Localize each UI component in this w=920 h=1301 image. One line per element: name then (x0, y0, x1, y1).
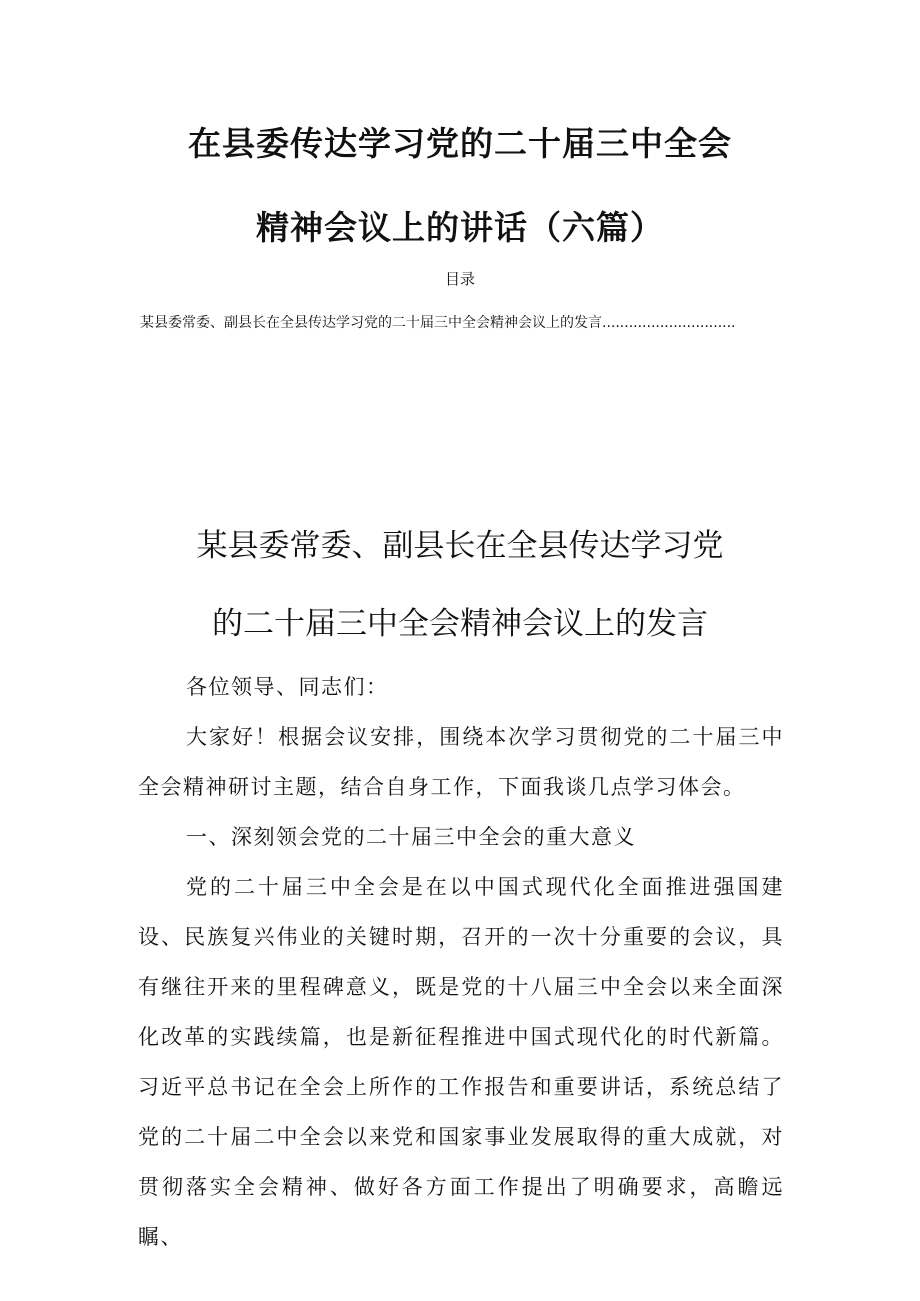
toc-heading: 目录 (444, 270, 475, 288)
section-title-line-2: 的二十届三中全会精神会议上的发言 (212, 606, 708, 642)
paragraph-1: 党的二十届三中全会是在以中国式现代化全面推进强国建设、民族复兴伟业的关键时期，召开的一次十分重要的会议，具有继往开来的里程碑意义，既是党的十八届三中全会以来全面深化改革的实践续篇，也是新征程推进中国式现代化的时代新篇。习近平总书记在全会上所作的工作报告和重要讲话，系统总结了党的二十届二中全会以来党和国家事业发展取得的重大成就，对贯彻落实全会精神、做好各方面工作提出了明确要求，高瞻远瞩、 (138, 875, 784, 1249)
intro-paragraph: 大家好！根据会议安排，围绕本次学习贯彻党的二十届三中全会精神研讨主题，结合自身工作，下面我谈几点学习体会。 (138, 725, 784, 799)
section-title-line-1: 某县委常委、副县长在全县传达学习党 (196, 528, 724, 564)
document-title-line-2: 精神会议上的讲话（六篇） (256, 208, 664, 247)
salutation: 各位领导、同志们： (186, 675, 389, 699)
document-title-line-1: 在县委传达学习党的二十届三中全会 (188, 124, 732, 163)
heading-1: 一、深刻领会党的二十届三中全会的重大意义 (186, 825, 636, 849)
toc-entry-1[interactable]: 某县委常委、副县长在全县传达学习党的二十届三中全会精神会议上的发言.............................. (140, 315, 736, 331)
section-body (138, 662, 784, 1262)
